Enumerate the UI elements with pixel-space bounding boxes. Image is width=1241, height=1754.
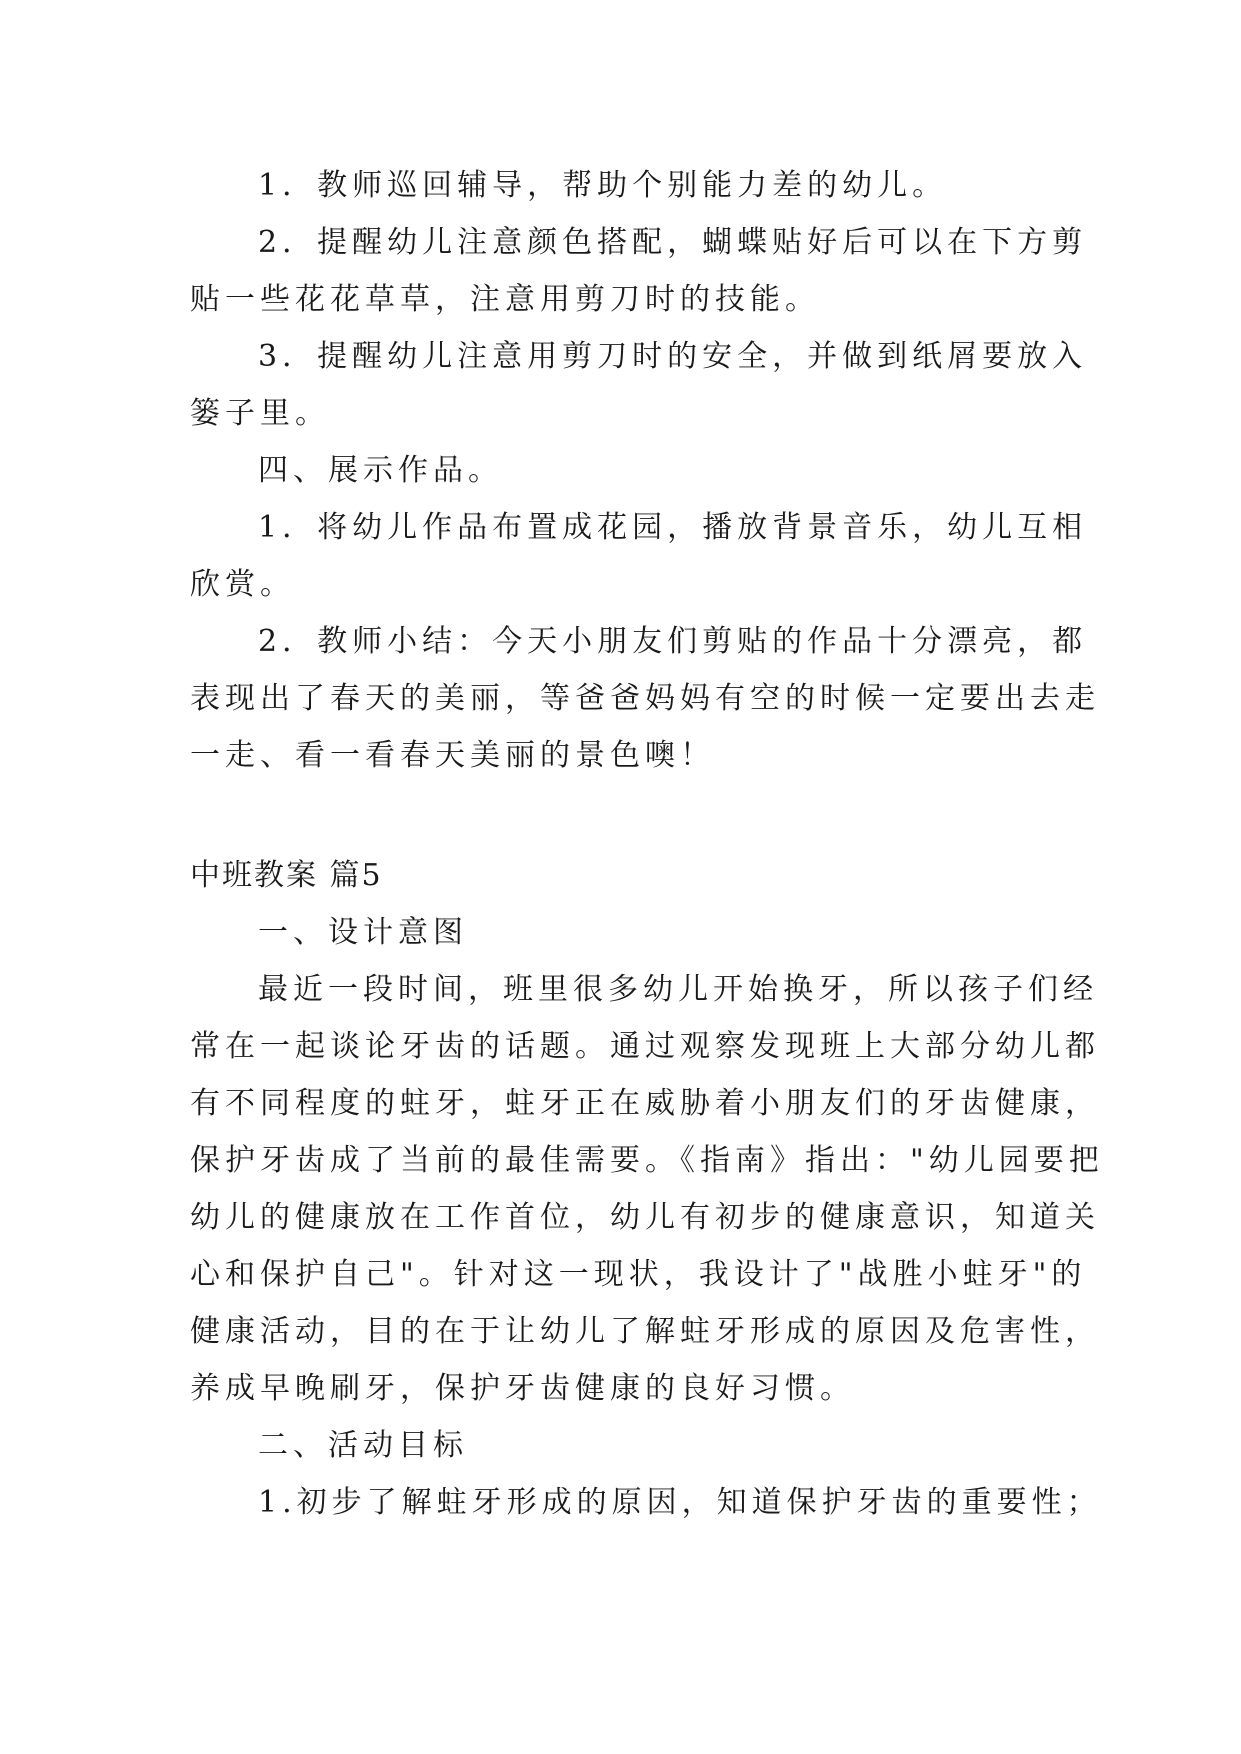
text-line: 1．教师巡回辅导，帮助个别能力差的幼儿。: [258, 168, 948, 203]
text-line: 2．教师小结：今天小朋友们剪贴的作品十分漂亮，都: [258, 624, 1088, 659]
text-line: 健康活动，目的在于让幼儿了解蛀牙形成的原因及危害性，: [190, 1314, 1100, 1349]
text-line: 1.初步了解蛀牙形成的原因，知道保护牙齿的重要性；: [258, 1485, 1102, 1520]
section-heading: 一、设计意图: [258, 915, 468, 950]
section-heading: 二、活动目标: [258, 1428, 468, 1463]
text-line: 1．将幼儿作品布置成花园，播放背景音乐，幼儿互相: [258, 510, 1088, 545]
text-line: 一走、看一看春天美丽的景色噢！: [190, 738, 715, 773]
document-title: 中班教案 篇5: [190, 858, 383, 893]
text-line: 表现出了春天的美丽，等爸爸妈妈有空的时候一定要出去走: [190, 681, 1100, 716]
text-line: 心和保护自己"。针对这一现状，我设计了"战胜小蛀牙"的: [190, 1257, 1087, 1292]
section-heading: 四、展示作品。: [258, 453, 503, 488]
text-line: 养成早晚刷牙，保护牙齿健康的良好习惯。: [190, 1371, 855, 1406]
text-line: 篓子里。: [190, 396, 330, 431]
text-line: 有不同程度的蛀牙，蛀牙正在威胁着小朋友们的牙齿健康，: [190, 1086, 1100, 1121]
text-line: 欣赏。: [190, 567, 295, 602]
text-line: 幼儿的健康放在工作首位，幼儿有初步的健康意识，知道关: [190, 1200, 1100, 1235]
text-line: 最近一段时间，班里很多幼儿开始换牙，所以孩子们经: [258, 972, 1098, 1007]
text-line: 2．提醒幼儿注意颜色搭配，蝴蝶贴好后可以在下方剪: [258, 225, 1088, 260]
text-line: 保护牙齿成了当前的最佳需要。《指南》指出："幼儿园要把: [190, 1143, 1104, 1178]
text-line: 3．提醒幼儿注意用剪刀时的安全，并做到纸屑要放入: [258, 339, 1088, 374]
text-line: 贴一些花花草草，注意用剪刀时的技能。: [190, 282, 820, 317]
text-line: 常在一起谈论牙齿的话题。通过观察发现班上大部分幼儿都: [190, 1029, 1100, 1064]
